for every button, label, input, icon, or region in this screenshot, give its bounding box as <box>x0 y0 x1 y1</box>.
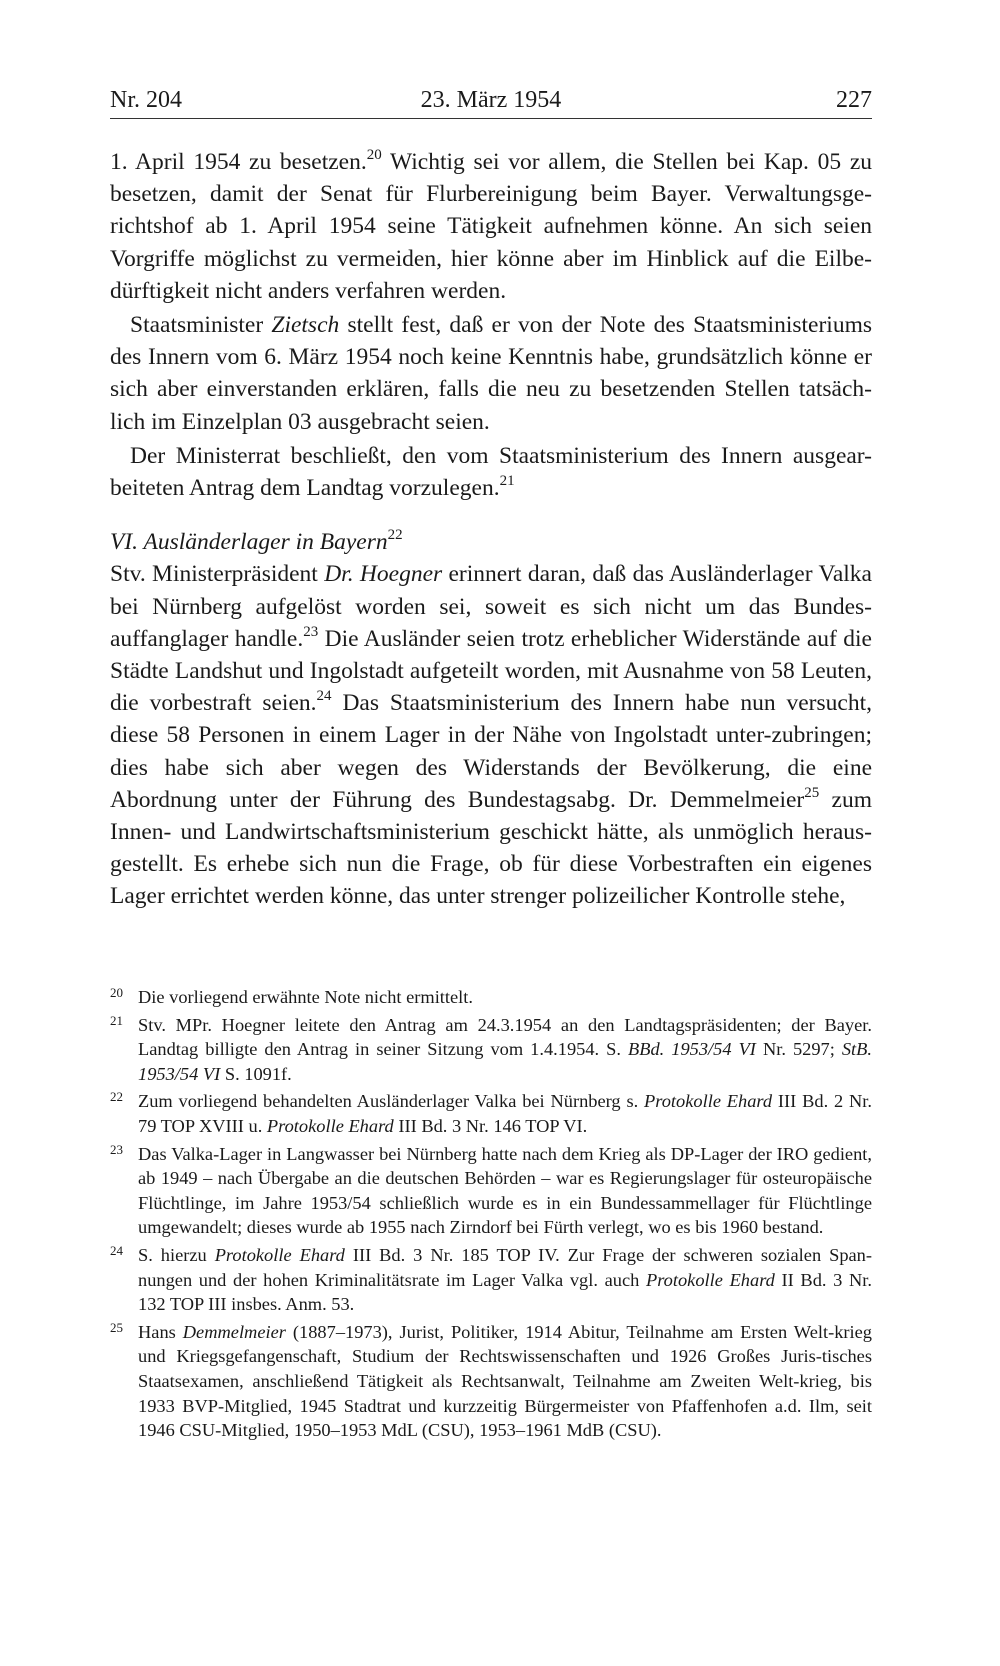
paragraph-2 <box>110 309 872 438</box>
person-name: Dr. Hoegner <box>324 561 443 588</box>
running-header <box>110 82 872 119</box>
text-run: stellt fest, daß er von der Note des Staatsministeriums des Innern vom 6. März 1954 noch keine Kenntnis habe, grundsätzlich könne er sich aber einverstanden erklären, falls die neu zu besetzenden Stellen tatsäch-lich im Einzelplan 03 ausgebracht seien. <box>110 312 872 435</box>
citation-title: Protokolle Ehard <box>645 1269 775 1290</box>
footnote <box>110 985 872 1010</box>
text-run: Stv. MPr. Hoegner leitete den Antrag am 24.3.1954 an den Landtagspräsidenten; der Bayer. Landtag billigte den Antrag in seiner Sitzung vom 1.4.1954. S. <box>138 1014 872 1060</box>
text-run: (1887–1973), Jurist, Politiker, 1914 Abitur, Teilnahme am Ersten Welt-krieg und Kriegsgefangenschaft, Studium der Rechtswissenschaften und 1926 Großes Juris-tisches Staatsexamen, anschließend Tätigkeit als Rechtsanwalt, Teilnahme am Zweiten Welt-krieg, bis 1933 BVP-Mitglied, 1945 Stadtrat und kurzzeitig Bürgermeister von Pfaffenhofen a.d. Ilm, seit 1946 CSU-Mitglied, 1950–1953 MdL (CSU), 1953–1961 MdB (CSU). <box>138 1321 872 1441</box>
footnote-number: 22 <box>110 1089 123 1105</box>
footnote-ref[interactable]: 25 <box>804 785 820 802</box>
footnote-number: 23 <box>110 1141 123 1157</box>
text-run: Die vorliegend erwähnte Note nicht ermittelt. <box>138 987 474 1007</box>
citation-title: Protokolle Ehard <box>266 1115 394 1136</box>
paragraph-3 <box>110 440 872 504</box>
footnote-ref[interactable]: 21 <box>499 473 515 490</box>
footnote-ref[interactable]: 23 <box>303 624 319 641</box>
footnote-number: 25 <box>110 1319 123 1335</box>
footnote <box>110 1089 872 1138</box>
footnote-ref[interactable]: 24 <box>316 688 332 705</box>
text-run: III Bd. 3 Nr. 185 TOP IV. Zur Frage der schweren sozialen Span-nungen und der hohen Kriminalitätsrate im Lager Valka vgl. auch <box>138 1244 872 1290</box>
text-run: S. 1091f. <box>220 1063 292 1084</box>
text-run: III Bd. 2 Nr. 79 TOP XVIII u. <box>138 1091 873 1136</box>
citation-title: BBd. 1953/54 VI <box>628 1039 756 1060</box>
text-run: Das Staatsministerium des Innern habe nun versucht, diese 58 Personen in einem Lager in der Nähe von Ingolstadt unter-zubringen; dies habe sich aber wegen des Widerstands der Bevölkerung, die eine Abordnung unter der Führung des Bundestagsabg. Dr. Demmelmeier <box>110 690 872 813</box>
paragraph-1 <box>110 146 872 307</box>
text-run: Die Ausländer seien trotz erheblicher Widerstände auf die Städte Landshut und Ingolstadt aufgeteilt worden, mit Ausnahme von 58 Leuten, die vorbestraft seien. <box>110 625 872 717</box>
paragraph-4 <box>110 558 872 912</box>
person-name: Zietsch <box>271 312 340 339</box>
text-run: S. hierzu <box>138 1244 215 1265</box>
footnote-number: 20 <box>110 985 123 1000</box>
header-date: 23. März 1954 <box>420 87 562 113</box>
text-run: zum Innen- und Landwirtschaftsministerium geschickt hätte, als unmöglich heraus-gestellt. Es erhebe sich nun die Frage, ob für diese Vorbestraften ein eigenes Lager errichtet werden könne, das unter strenger polizeilicher Kontrolle stehe, <box>110 786 872 910</box>
footnote <box>110 1142 872 1240</box>
text-run: Stv. Ministerpräsident <box>110 561 325 588</box>
citation-title: Protokolle Ehard <box>214 1244 345 1265</box>
footnote-number: 21 <box>110 1012 123 1028</box>
text-run: Das Valka-Lager in Langwasser bei Nürnberg hatte nach dem Krieg als DP-Lager der IRO gedient, ab 1949 – nach Übergabe an die deutschen Behörden – war es Regierungslager für osteuropäische Flüchtlinge, im Jahre 1953/54 schließlich wurde es in ein Bundessammellager für Flüchtlinge umgewandelt; dieses wurde ab 1955 nach Zirndorf bei Fürth verlegt, wo es bis 1960 bestand. <box>138 1143 872 1238</box>
text-run: Staatsminister <box>130 312 272 339</box>
document-number: Nr. 204 <box>110 87 182 113</box>
section-heading <box>110 526 872 558</box>
text-run: 1. April 1954 zu besetzen. <box>110 149 367 175</box>
citation-title: StB. 1953/54 VI <box>138 1039 872 1084</box>
main-text <box>110 146 872 913</box>
footnote <box>110 1320 872 1443</box>
section-title: VI. Ausländerlager in Bayern <box>110 529 388 556</box>
citation-title: Protokolle Ehard <box>644 1091 773 1112</box>
footnote <box>110 1013 872 1087</box>
footnotes <box>110 985 872 1446</box>
text-run: erinnert daran, daß das Ausländerlager Valka bei Nürnberg aufgelöst worden sei, soweit es sich nicht um das Bundes-auffanglager handle. <box>110 561 872 652</box>
text-run: III Bd. 3 Nr. 146 TOP VI. <box>393 1115 588 1136</box>
text-run: Wichtig sei vor allem, die Stellen bei Kap. 05 zu besetzen, damit der Senat für Flurbereinigung beim Bayer. Verwaltungsge-richtshof ab 1. April 1954 seine Tätigkeit aufnehmen könne. An sich seien Vorgriffe möglichst zu vermeiden, hier könne aber im Hinblick auf die Eilbe-dürftigkeit nicht anders verfahren werden. <box>110 149 873 304</box>
footnote-number: 24 <box>110 1242 123 1258</box>
footnote-ref[interactable]: 22 <box>387 527 403 544</box>
page-number: 227 <box>836 87 872 113</box>
footnote <box>110 1243 872 1317</box>
text-run: Zum vorliegend behandelten Ausländerlager Valka bei Nürnberg s. <box>138 1091 645 1112</box>
text-run: Nr. 5297; <box>755 1039 842 1060</box>
person-name: Demmelmeier <box>182 1321 286 1342</box>
text-run: Hans <box>138 1321 183 1342</box>
text-run: II Bd. 3 Nr. 132 TOP III insbes. Anm. 53. <box>138 1269 872 1315</box>
footnote-ref[interactable]: 20 <box>366 147 382 164</box>
text-run: Der Ministerrat beschließt, den vom Staatsministerium des Innern ausgear-beiteten Antrag dem Landtag vorzulegen. <box>110 442 872 502</box>
